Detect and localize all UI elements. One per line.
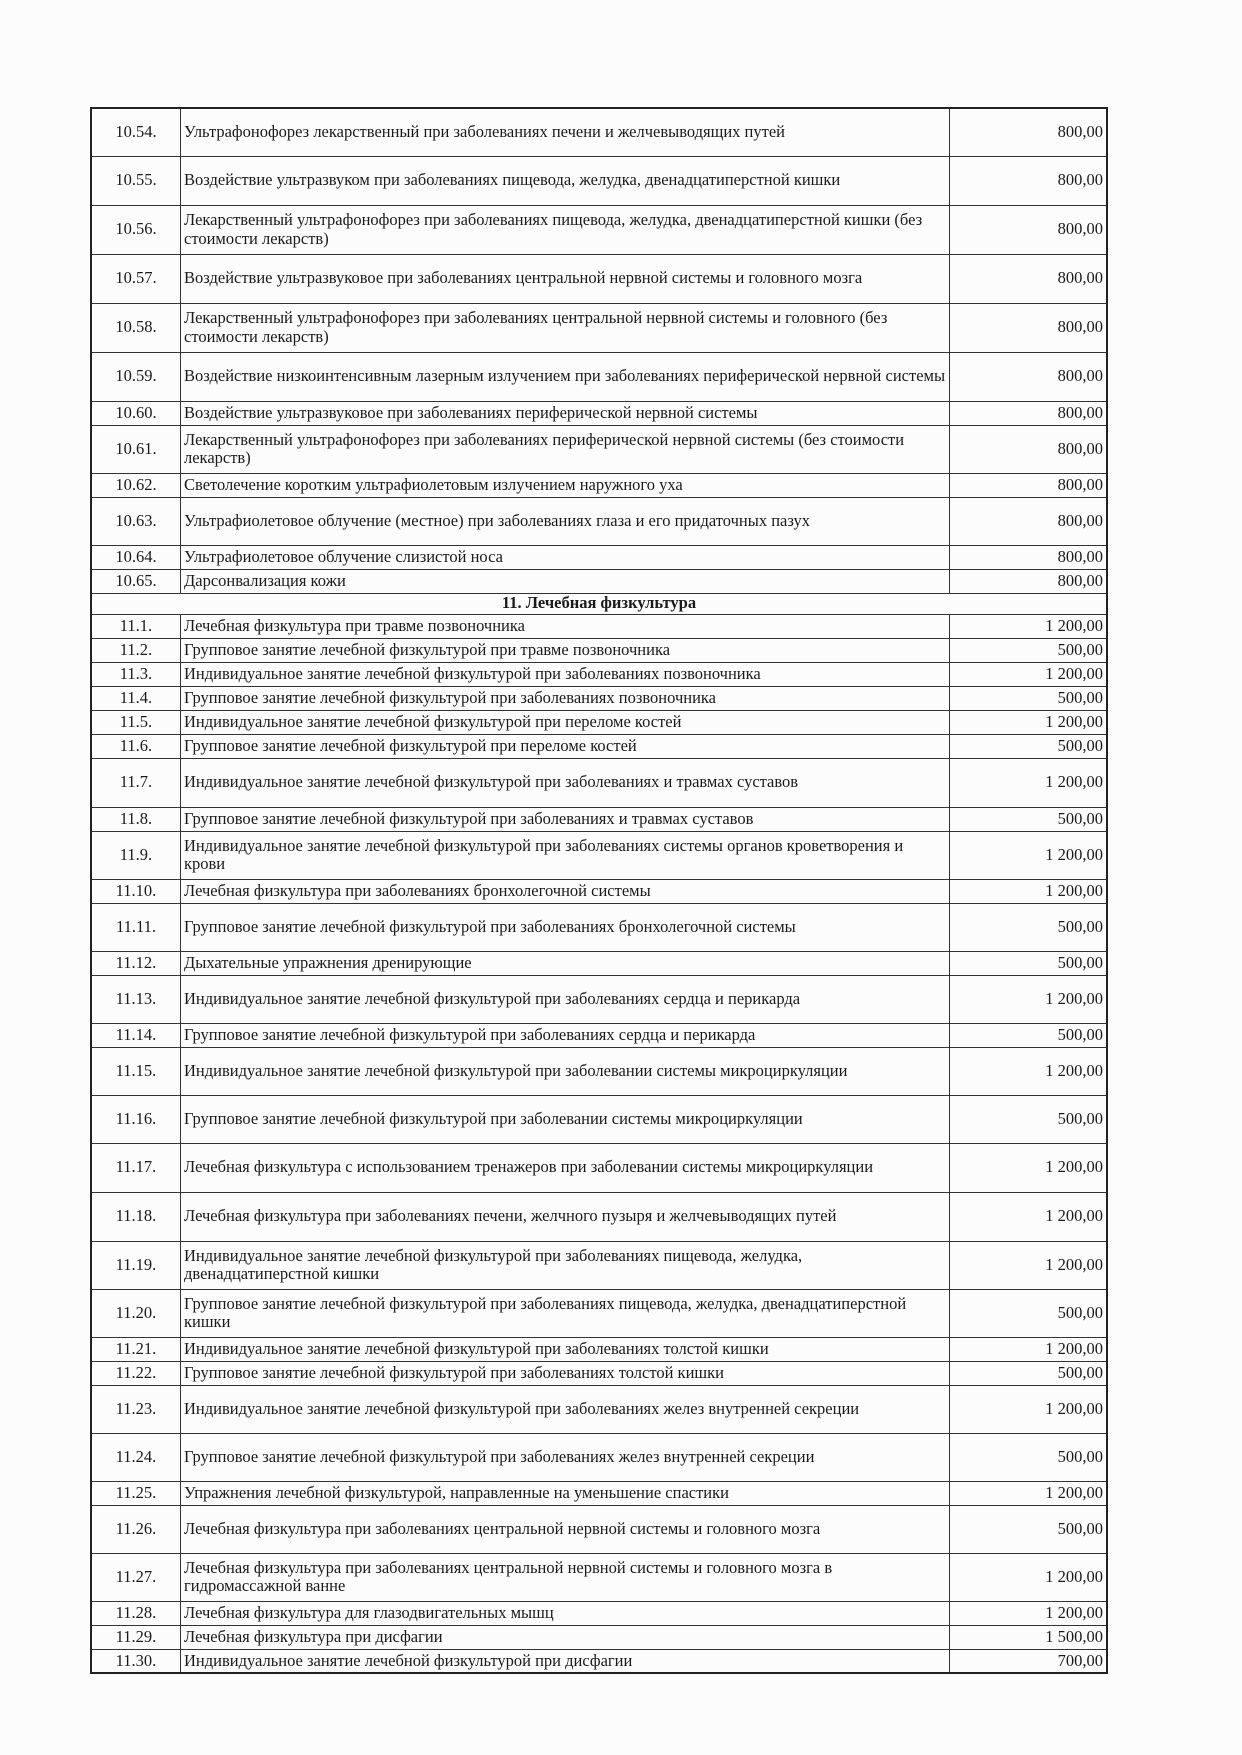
table-row [91,254,1107,303]
service-name: Воздействие ультразвуком при заболеваниях пищевода, желудка, двенадцатиперстной кишки [181,156,950,205]
service-name: Групповое занятие лечебной физкультурой при заболевании системы микроциркуляции [181,1095,950,1143]
service-code: 10.57. [91,254,181,303]
service-price: 500,00 [950,1289,1108,1337]
service-name: Индивидуальное занятие лечебной физкультурой при заболеваниях сердца и перикарда [181,975,950,1023]
service-price: 1 200,00 [950,1601,1108,1625]
service-name: Индивидуальное занятие лечебной физкультурой при заболеваниях толстой кишки [181,1337,950,1361]
service-code: 10.62. [91,473,181,497]
service-name: Воздействие ультразвуковое при заболеваниях периферической нервной системы [181,401,950,425]
service-price: 1 200,00 [950,975,1108,1023]
service-price: 500,00 [950,734,1108,758]
table-row [91,1047,1107,1095]
table-row [91,1289,1107,1337]
service-code: 11.28. [91,1601,181,1625]
service-price: 1 200,00 [950,662,1108,686]
service-code: 10.61. [91,425,181,473]
service-price: 1 500,00 [950,1625,1108,1649]
service-name: Индивидуальное занятие лечебной физкультурой при заболеваниях системы органов кроветворения и крови [181,831,950,879]
service-code: 10.65. [91,569,181,593]
table-row [91,975,1107,1023]
service-price: 800,00 [950,352,1108,401]
service-code: 11.1. [91,614,181,638]
service-price: 500,00 [950,1361,1108,1385]
table-row [91,951,1107,975]
service-price: 800,00 [950,473,1108,497]
service-name: Воздействие ультразвуковое при заболеваниях центральной нервной системы и головного мозга [181,254,950,303]
service-code: 11.24. [91,1433,181,1481]
service-name: Лекарственный ультрафонофорез при заболеваниях пищевода, желудка, двенадцатиперстной кишки (без стоимости лекарств) [181,205,950,254]
service-code: 11.29. [91,1625,181,1649]
service-code: 10.63. [91,497,181,545]
service-code: 11.12. [91,951,181,975]
service-name: Лечебная физкультура при заболеваниях печени, желчного пузыря и желчевыводящих путей [181,1192,950,1241]
table-row [91,662,1107,686]
table-row [91,1361,1107,1385]
service-name: Индивидуальное занятие лечебной физкультурой при заболеваниях позвоночника [181,662,950,686]
service-code: 11.6. [91,734,181,758]
service-code: 10.55. [91,156,181,205]
service-price: 1 200,00 [950,758,1108,807]
service-price: 700,00 [950,1649,1108,1673]
service-code: 11.2. [91,638,181,662]
service-price: 1 200,00 [950,1143,1108,1192]
service-price: 800,00 [950,545,1108,569]
service-name: Индивидуальное занятие лечебной физкультурой при заболеваниях желез внутренней секреции [181,1385,950,1433]
service-price: 1 200,00 [950,1192,1108,1241]
service-name: Ультрафонофорез лекарственный при заболеваниях печени и желчевыводящих путей [181,108,950,156]
price-list-table [90,107,1108,1674]
service-code: 11.21. [91,1337,181,1361]
table-row [91,1625,1107,1649]
service-name: Упражнения лечебной физкультурой, направленные на уменьшение спастики [181,1481,950,1505]
service-name: Индивидуальное занятие лечебной физкультурой при заболеваниях пищевода, желудка, двенадцатиперстной кишки [181,1241,950,1289]
service-name: Групповое занятие лечебной физкультурой при травме позвоночника [181,638,950,662]
service-code: 11.13. [91,975,181,1023]
service-code: 10.64. [91,545,181,569]
service-name: Лечебная физкультура при заболеваниях центральной нервной системы и головного мозга [181,1505,950,1553]
service-price: 1 200,00 [950,710,1108,734]
table-row [91,1553,1107,1601]
table-row [91,831,1107,879]
service-name: Дарсонвализация кожи [181,569,950,593]
service-code: 11.20. [91,1289,181,1337]
service-code: 11.25. [91,1481,181,1505]
service-price: 800,00 [950,254,1108,303]
service-name: Индивидуальное занятие лечебной физкультурой при дисфагии [181,1649,950,1673]
table-row [91,638,1107,662]
service-name: Групповое занятие лечебной физкультурой при заболеваниях позвоночника [181,686,950,710]
table-row [91,734,1107,758]
service-name: Лечебная физкультура с использованием тренажеров при заболевании системы микроциркуляции [181,1143,950,1192]
service-code: 11.14. [91,1023,181,1047]
service-code: 11.8. [91,807,181,831]
service-code: 11.10. [91,879,181,903]
service-code: 11.9. [91,831,181,879]
table-row [91,1023,1107,1047]
service-code: 11.11. [91,903,181,951]
service-name: Групповое занятие лечебной физкультурой при заболеваниях бронхолегочной системы [181,903,950,951]
table-row [91,807,1107,831]
service-code: 11.15. [91,1047,181,1095]
service-price: 1 200,00 [950,879,1108,903]
service-name: Дыхательные упражнения дренирующие [181,951,950,975]
table-row [91,401,1107,425]
service-price: 1 200,00 [950,1385,1108,1433]
service-price: 500,00 [950,951,1108,975]
table-row [91,903,1107,951]
service-price: 500,00 [950,1023,1108,1047]
table-row [91,425,1107,473]
service-name: Лечебная физкультура при заболеваниях центральной нервной системы и головного мозга в гидромассажной ванне [181,1553,950,1601]
table-row [91,1505,1107,1553]
service-name: Лекарственный ультрафонофорез при заболеваниях центральной нервной системы и головного (без стоимости лекарств) [181,303,950,352]
section-header-row [91,593,1107,614]
table-row [91,303,1107,352]
service-price: 500,00 [950,1095,1108,1143]
service-price: 800,00 [950,156,1108,205]
service-name: Лечебная физкультура при травме позвоночника [181,614,950,638]
table-row [91,1385,1107,1433]
service-price: 1 200,00 [950,1481,1108,1505]
service-name: Лечебная физкультура при дисфагии [181,1625,950,1649]
table-row [91,205,1107,254]
service-name: Ультрафиолетовое облучение (местное) при заболеваниях глаза и его придаточных пазух [181,497,950,545]
service-price: 800,00 [950,205,1108,254]
service-price: 500,00 [950,903,1108,951]
service-price: 800,00 [950,497,1108,545]
table-row [91,545,1107,569]
table-row [91,1143,1107,1192]
table-row [91,1192,1107,1241]
service-code: 10.54. [91,108,181,156]
table-row [91,497,1107,545]
service-price: 800,00 [950,108,1108,156]
table-row [91,758,1107,807]
service-name: Индивидуальное занятие лечебной физкультурой при заболеваниях и травмах суставов [181,758,950,807]
service-code: 11.4. [91,686,181,710]
service-code: 11.16. [91,1095,181,1143]
service-price: 1 200,00 [950,1241,1108,1289]
service-price: 1 200,00 [950,1553,1108,1601]
service-code: 11.5. [91,710,181,734]
service-code: 11.3. [91,662,181,686]
service-name: Лечебная физкультура при заболеваниях бронхолегочной системы [181,879,950,903]
service-name: Групповое занятие лечебной физкультурой при заболеваниях пищевода, желудка, двенадцатиперстной кишки [181,1289,950,1337]
service-price: 500,00 [950,638,1108,662]
service-code: 11.22. [91,1361,181,1385]
table-row [91,1433,1107,1481]
table-row [91,710,1107,734]
service-name: Групповое занятие лечебной физкультурой при переломе костей [181,734,950,758]
service-price: 1 200,00 [950,614,1108,638]
table-row [91,1649,1107,1673]
service-code: 11.23. [91,1385,181,1433]
service-code: 10.58. [91,303,181,352]
service-name: Групповое занятие лечебной физкультурой при заболеваниях желез внутренней секреции [181,1433,950,1481]
service-price: 1 200,00 [950,1047,1108,1095]
service-name: Ультрафиолетовое облучение слизистой носа [181,545,950,569]
price-list-body [91,108,1107,1673]
service-price: 500,00 [950,807,1108,831]
table-row [91,473,1107,497]
table-row [91,156,1107,205]
table-row [91,1241,1107,1289]
service-code: 10.60. [91,401,181,425]
service-name: Воздействие низкоинтенсивным лазерным излучением при заболеваниях периферической нервной системы [181,352,950,401]
service-code: 10.59. [91,352,181,401]
table-row [91,569,1107,593]
service-code: 11.19. [91,1241,181,1289]
service-code: 11.30. [91,1649,181,1673]
service-price: 800,00 [950,425,1108,473]
service-price: 500,00 [950,1505,1108,1553]
service-price: 800,00 [950,401,1108,425]
service-name: Групповое занятие лечебной физкультурой при заболеваниях и травмах суставов [181,807,950,831]
table-row [91,1481,1107,1505]
table-row [91,108,1107,156]
table-row [91,614,1107,638]
service-name: Индивидуальное занятие лечебной физкультурой при переломе костей [181,710,950,734]
service-name: Индивидуальное занятие лечебной физкультурой при заболевании системы микроциркуляции [181,1047,950,1095]
service-name: Групповое занятие лечебной физкультурой при заболеваниях сердца и перикарда [181,1023,950,1047]
table-row [91,1095,1107,1143]
service-price: 800,00 [950,303,1108,352]
service-price: 800,00 [950,569,1108,593]
service-price: 500,00 [950,686,1108,710]
table-row [91,352,1107,401]
table-row [91,686,1107,710]
service-name: Светолечение коротким ультрафиолетовым излучением наружного уха [181,473,950,497]
section-title: 11. Лечебная физкультура [91,593,1107,614]
service-code: 11.18. [91,1192,181,1241]
service-price: 1 200,00 [950,1337,1108,1361]
table-row [91,1601,1107,1625]
service-price: 1 200,00 [950,831,1108,879]
service-code: 11.27. [91,1553,181,1601]
service-name: Групповое занятие лечебной физкультурой при заболеваниях толстой кишки [181,1361,950,1385]
service-code: 11.26. [91,1505,181,1553]
service-code: 10.56. [91,205,181,254]
service-code: 11.17. [91,1143,181,1192]
table-row [91,1337,1107,1361]
service-code: 11.7. [91,758,181,807]
service-name: Лекарственный ультрафонофорез при заболеваниях периферической нервной системы (без стоимости лекарств) [181,425,950,473]
service-price: 500,00 [950,1433,1108,1481]
table-row [91,879,1107,903]
service-name: Лечебная физкультура для глазодвигательных мышц [181,1601,950,1625]
